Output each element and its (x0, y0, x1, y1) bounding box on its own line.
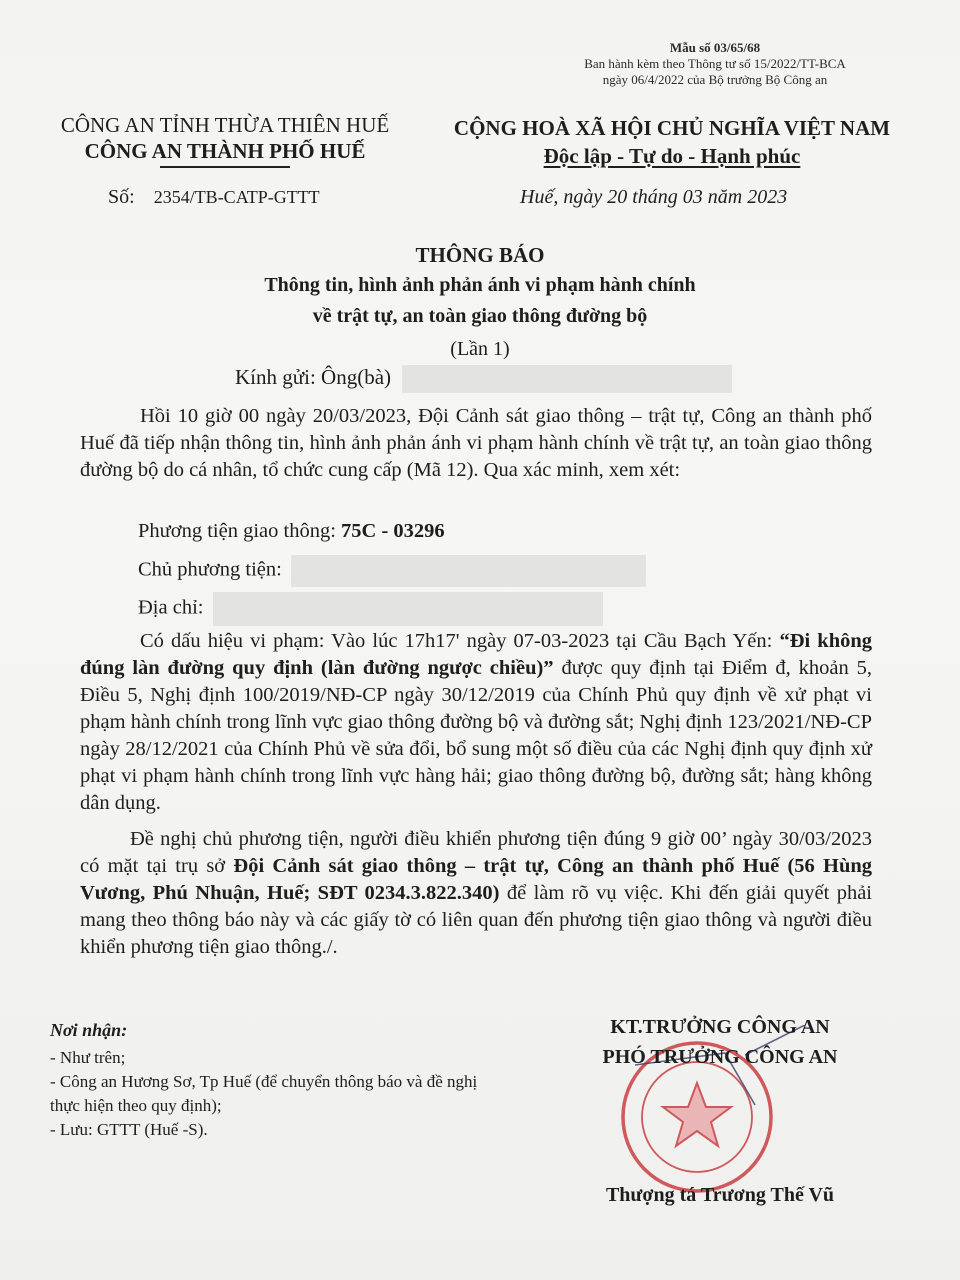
recipients (50, 1018, 510, 1142)
greeting-label: Kính gửi: Ông(bà) (235, 365, 392, 389)
document-title (0, 240, 960, 364)
recipient-item: - Công an Hương Sơ, Tp Huế (để chuyển thông báo và đề nghị thực hiện theo quy định); (50, 1072, 478, 1115)
signer-name: Thượng tá Trương Thế Vũ (605, 1184, 835, 1206)
signature-title-2: PHÓ TRƯỞNG CÔNG AN (602, 1046, 838, 1068)
issuing-agency (40, 112, 410, 168)
redacted-address (213, 592, 603, 626)
form-code: Mẫu số 03/65/68 (669, 40, 761, 55)
recipients-heading: Nơi nhận: (50, 1020, 128, 1040)
redacted-owner (291, 555, 646, 587)
signature-block (540, 1012, 900, 1072)
doc-number-value: 2354/TB-CATP-GTTT (153, 187, 320, 207)
title-subtitle-2: về trật tự, an toàn giao thông đường bộ (312, 305, 648, 327)
form-issued-by: Ban hành kèm theo Thông tư số 15/2022/TT-BCA (584, 56, 846, 71)
recipient-item: - Như trên; (50, 1048, 126, 1067)
greeting (235, 365, 732, 393)
paragraph-violation (80, 628, 872, 817)
address-label: Địa chỉ: (138, 596, 204, 619)
owner-label: Chủ phương tiện: (138, 558, 282, 581)
nation-motto: Độc lập - Tự do - Hạnh phúc (543, 144, 801, 168)
form-reference (540, 40, 890, 88)
request-part-1: Đề nghị chủ phương tiện, người điều khiển phương tiện đúng 9 giờ 00’ ngày 30/03/2023 có mặt tại trụ sở (80, 828, 872, 877)
recipient-item: - Lưu: GTTT (Huế -S). (50, 1120, 208, 1139)
doc-number-label: Số: (108, 186, 135, 208)
parent-agency: CÔNG AN TỈNH THỪA THIÊN HUẾ (60, 113, 390, 137)
vehicle-plate: 75C - 03296 (341, 520, 445, 542)
violation-intro: Có dấu hiệu vi phạm: Vào lúc 17h17' ngày 07-03-2023 tại Cầu Bạch Yến: (140, 630, 773, 652)
paragraph-request (80, 826, 872, 961)
owner-line (138, 555, 646, 587)
request-office: Đội Cảnh sát giao thông – trật tự, Công an thành phố Huế (56 Hùng Vương, Phú Nhuận, Huế; SĐT 0234.3.822.340) (80, 855, 873, 904)
redacted-name (402, 365, 732, 393)
title-round: (Lần 1) (450, 338, 510, 360)
document-number (108, 186, 320, 209)
address-line (138, 592, 603, 626)
title-main: THÔNG BÁO (415, 243, 545, 267)
agency-unit: CÔNG AN THÀNH PHỐ HUẾ (84, 139, 366, 163)
national-header (422, 114, 922, 170)
vehicle-line (138, 520, 445, 543)
paragraph-intro: Hồi 10 giờ 00 ngày 20/03/2023, Đội Cảnh sát giao thông – trật tự, Công an thành phố Huế đã tiếp nhận thông tin, hình ảnh phản ánh vi phạm hành chính về trật tự, an toàn giao thông đường bộ do cá nhân, tổ chức cung cấp (Mã 12). Qua xác minh, xem xét: (80, 405, 872, 481)
signature-title-1: KT.TRƯỞNG CÔNG AN (610, 1016, 830, 1038)
request-part-2: để làm rõ vụ việc. Khi đến giải quyết phải mang theo thông báo này và các giấy tờ có liên quan đến phương tiện giao thông và người điều khiển phương tiện giao thông./. (80, 882, 872, 958)
form-issued-date: ngày 06/4/2022 của Bộ trưởng Bộ Công an (602, 72, 828, 87)
violation-legal-basis: được quy định tại Điểm đ, khoản 5, Điều 5, Nghị định 100/2019/NĐ-CP ngày 30/12/2019 của Chính Phủ quy định về xử phạt vi phạm hành chính trong lĩnh vực giao thông đường bộ và đường sắt; Nghị định 123/2021/NĐ-CP ngày 28/12/2021 của Chính Phủ về sửa đổi, bổ sung một số điều của các Nghị định quy định xử phạt vi phạm hành chính trong lĩnh vực hàng hải; giao thông đường bộ, đường sắt; hàng không dân dụng. (80, 657, 872, 814)
agency-divider (160, 166, 290, 168)
vehicle-label: Phương tiện giao thông: (138, 520, 336, 542)
violation-act: “Đi không đúng làn đường quy định (làn đường ngược chiều)” (80, 630, 872, 679)
place-date: Huế, ngày 20 tháng 03 năm 2023 (520, 186, 788, 208)
nation-name: CỘNG HOÀ XÃ HỘI CHỦ NGHĨA VIỆT NAM (453, 116, 891, 140)
title-subtitle-1: Thông tin, hình ảnh phản ánh vi phạm hành chính (264, 274, 696, 296)
